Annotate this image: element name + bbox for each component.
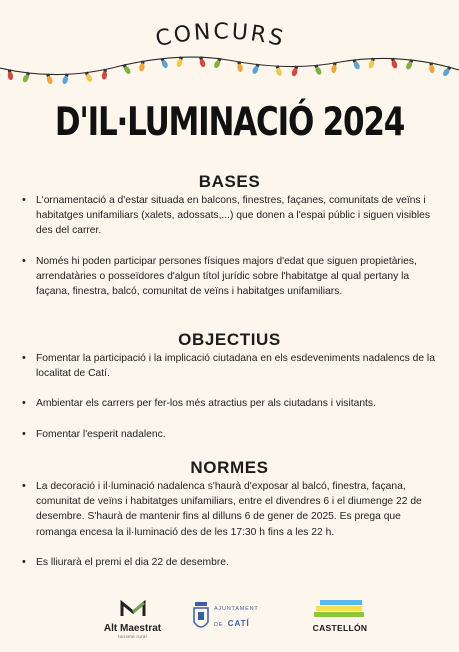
list-item: • Fomentar la participació i la implicació ciutadana en els esdeveniments nadalencs de la localitat de Catí.	[22, 351, 442, 381]
altmaestrat-logo	[85, 600, 180, 639]
ajuntament-name: CATÍ	[227, 619, 250, 628]
ajuntament-line1: AJUNTAMENT	[214, 606, 259, 612]
concurs-heading: CONCURS	[153, 19, 288, 53]
ajuntament-line2: DE	[214, 622, 224, 628]
ajuntament-cati-logo	[193, 600, 273, 636]
list-item: • La decoració i il·luminació nadalenca s'haurà d'exposar al balcó, finestra, façana, comunitat de veïns i habitatges unifamiliars, entre el divendres 6 i el diumenge 22 de desembre. S'haurà de mantenir fins al dilluns 6 de gener de 2025. Es prega que romanga encesa la il·luminació des de les 17:30 h fins a les 22 h.	[22, 479, 442, 540]
normes-list	[22, 479, 442, 570]
castello-name: CASTELLÓN	[312, 623, 368, 633]
castello-logo	[310, 600, 370, 633]
list-item: • Ambientar els carrers per fer-los més atractius per als ciutadans i visitants.	[22, 396, 442, 411]
list-item: • L'ornamentació a d'estar situada en balcons, finestres, façanes, comunitats de veïns i habitatges unifamiliars (xalets, adossats,...) que donen a l'espai públic i siguen visibles des del carrer.	[22, 193, 442, 239]
normes-heading: NORMES	[190, 458, 269, 477]
objectius-list	[22, 351, 442, 442]
bases-heading: BASES	[198, 172, 261, 191]
bases-list	[22, 193, 442, 299]
altmaestrat-name: Alt Maestrat	[103, 623, 162, 634]
altmaestrat-subtitle: turisme rural	[118, 634, 147, 639]
list-item: • Es lliurarà el premi el dia 22 de desembre.	[22, 555, 442, 570]
altmaestrat-mountain-icon	[119, 600, 147, 618]
cati-coat-of-arms-icon	[193, 602, 209, 632]
string-lights-decoration	[0, 0, 459, 95]
header	[0, 0, 459, 100]
list-item: • Fomentar l'esperit nadalenc.	[22, 427, 442, 442]
list-item: • Només hi poden participar persones físiques majors d'edat que siguen propietàries, arrendatàries o posseïdores d'algun títol jurídic sobre l'habitatge al qual pertany la façana, finestra, balcó, comunitat de veïns i habitatges unifamiliars.	[22, 254, 442, 300]
page-title: D'IL·LUMINACIÓ 2024	[54, 100, 405, 145]
lights-wire	[0, 57, 459, 74]
objectius-heading: OBJECTIUS	[178, 330, 281, 349]
castello-stripes-icon	[314, 600, 366, 618]
footer-logos	[0, 596, 459, 646]
